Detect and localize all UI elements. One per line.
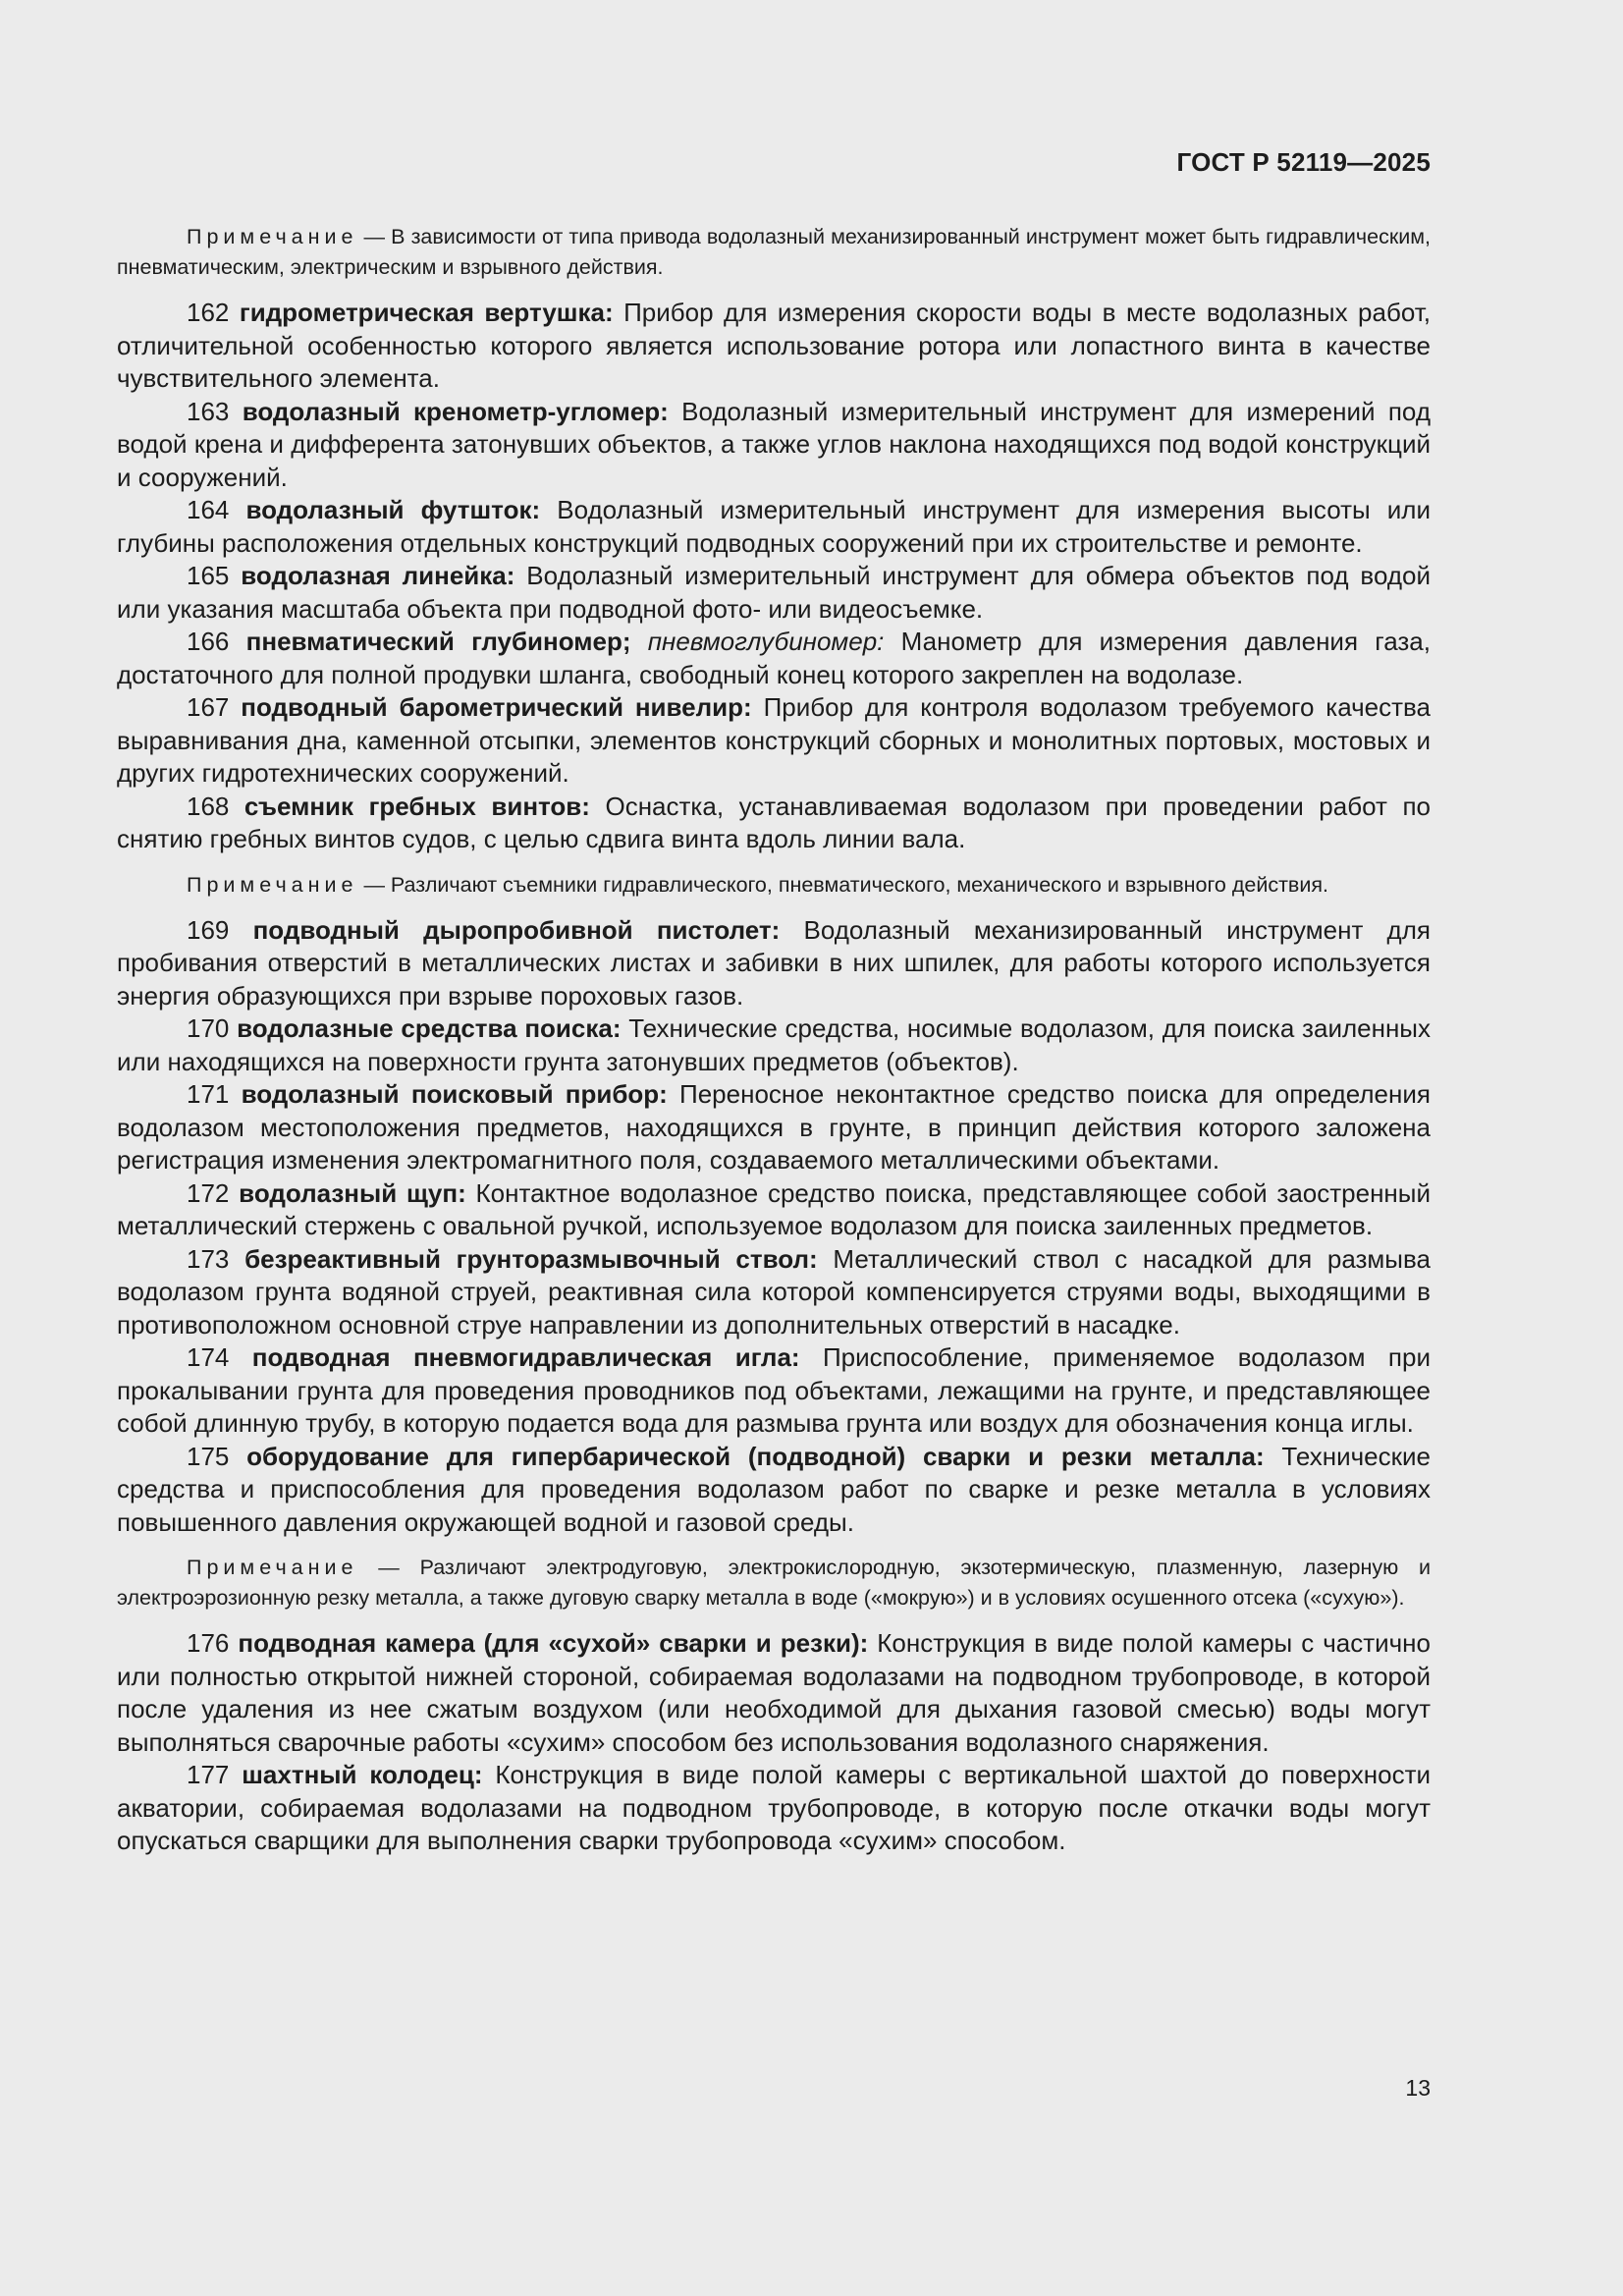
entry-175 (117, 1441, 1431, 1540)
entry-164 (117, 494, 1431, 560)
entry-term: водолазные средства поиска: (237, 1013, 622, 1043)
entry-term: водолазный футшток: (245, 495, 541, 524)
note-label: Примечание (187, 225, 358, 248)
entry-term: водолазный поисковый прибор: (241, 1079, 668, 1109)
entry-term: пневматический глубиномер; (245, 627, 631, 656)
entry-definition: Прибор для измерения скорости воды в месте водолазных работ, отличительной особенностью которого является использование ротора или лопастного винта в качестве чувствительного элемента. (117, 298, 1431, 393)
entry-term: водолазная линейка: (241, 561, 515, 590)
entry-definition: Технические средства и приспособления для проведения водолазом работ по сварке и резке металла в условиях повышенного давления окружающей водной и газовой среды. (117, 1441, 1431, 1537)
entry-172 (117, 1177, 1431, 1243)
standard-header: ГОСТ Р 52119—2025 (1176, 147, 1431, 177)
entry-definition: Оснастка, устанавливаемая водолазом при проведении работ по снятию гребных винтов судов, с целью сдвига винта вдоль линии вала. (117, 791, 1431, 853)
entry-162 (117, 297, 1431, 396)
entry-number: 164 (187, 495, 230, 524)
entry-170 (117, 1012, 1431, 1078)
entry-167 (117, 691, 1431, 791)
entry-definition: Конструкция в виде полой камеры с вертикальной шахтой до поверхности акватории, собираемая водолазами на подводном трубопроводе, в которую после откачки воды могут опускаться сварщики для выполнения сварки трубопровода «сухим» способом. (117, 1760, 1431, 1855)
entry-term: шахтный колодец: (242, 1760, 483, 1789)
entry-definition: Конструкция в виде полой камеры с частично или полностью открытой нижней стороной, собираемая водолазами на подводном трубопроводе, в которой после удаления из нее сжатым воздухом (или необходимой для дыхания газовой смесью) воды могут выполняться сварочные работы «сухим» способом без использования водолазного снаряжения. (117, 1628, 1431, 1757)
entry-number: 162 (187, 298, 230, 327)
entry-number: 165 (187, 561, 230, 590)
entry-number: 172 (187, 1177, 230, 1208)
note-1 (117, 222, 1431, 283)
note-label: Примечание (187, 872, 358, 897)
entry-169 (117, 914, 1431, 1013)
entry-165 (117, 560, 1431, 626)
entry-term: водолазный щуп: (239, 1177, 466, 1208)
entry-term: водолазный кренометр-угломер: (242, 396, 669, 426)
note-text: — В зависимости от типа привода водолазный механизированный инструмент может быть гидравлическим, пневматическим, электрическим и взрывного действия. (117, 225, 1431, 279)
entry-number: 168 (187, 791, 230, 821)
entry-definition: Водолазный механизированный инструмент для пробивания отверстий в металлических листах и забивки в них шпилек, для работы которого используется энергия образующихся при взрыве пороховых газов. (117, 914, 1431, 1011)
entry-number: 163 (187, 396, 230, 426)
entry-number: 170 (187, 1013, 230, 1043)
entry-177 (117, 1759, 1431, 1858)
entry-synonym: пневмоглубиномер: (647, 627, 885, 656)
entry-definition: Переносное неконтактное средство поиска для определения водолазом местоположения предметов, находящихся в грунте, в принцип действия которого заложена регистрация изменения электромагнитного поля, создаваемого металлическими объектами. (117, 1079, 1431, 1175)
entry-166 (117, 626, 1431, 691)
note-text: — Различают электродуговую, электрокислородную, экзотермическую, плазменную, лазерную и электроэрозионную резку металла, а также дуговую сварку металла в воде («мокрую») и в условиях осушенного отсека («сухую»). (117, 1556, 1432, 1610)
entry-definition: Металлический ствол с насадкой для размыва водолазом грунта водяной струей, реактивная сила которой компенсируется струями воды, выходящими в противоположном основной струе направлении из дополнительных отверстий в насадке. (117, 1243, 1431, 1339)
note-3 (117, 1553, 1431, 1613)
note-label: Примечание (187, 1556, 358, 1579)
entry-definition: Водолазный измерительный инструмент для измерения высоты или глубины расположения отдельных конструкций подводных сооружений при их строительстве и ремонте. (117, 495, 1431, 558)
entry-term: подводная камера (для «сухой» сварки и резки): (238, 1628, 869, 1658)
entry-number: 175 (187, 1441, 230, 1471)
entry-definition: Водолазный измерительный инструмент для измерений под водой крена и дифферента затонувших объектов, а также углов наклона находящихся под водой конструкций и сооружений. (117, 396, 1431, 492)
page-content (117, 222, 1431, 1858)
entry-term: гидрометрическая вертушка: (239, 298, 614, 327)
entry-term: подводный дыропробивной пистолет: (252, 914, 781, 945)
entry-definition: Контактное водолазное средство поиска, представляющее собой заостренный металлический стержень с овальной ручкой, используемое водолазом для поиска заиленных предметов. (117, 1177, 1432, 1240)
entry-definition: Прибор для контроля водолазом требуемого качества выравнивания дна, каменной отсыпки, элементов конструкций сборных и монолитных портовых, мостовых и других гидротехнических сооружений. (117, 692, 1432, 788)
entry-168 (117, 791, 1431, 856)
entry-number: 176 (187, 1628, 230, 1658)
entry-definition: Приспособление, применяемое водолазом при прокалывании грунта для проведения проводников под объектами, лежащими на грунте, и представляющее собой длинную трубу, в которую подается вода для размыва грунта или воздух для обозначения конца иглы. (117, 1342, 1431, 1438)
entry-number: 174 (187, 1342, 230, 1372)
entry-term: оборудование для гипербарической (подводной) сварки и резки металла: (246, 1441, 1265, 1471)
entry-term: безреактивный грунторазмывочный ствол: (244, 1243, 818, 1274)
page-number: 13 (1405, 2075, 1431, 2101)
entry-number: 166 (187, 627, 230, 656)
note-text: — Различают съемники гидравлического, пневматического, механического и взрывного действия. (363, 872, 1328, 897)
entry-163 (117, 396, 1431, 495)
entry-term: подводный барометрический нивелир: (241, 692, 752, 722)
entry-number: 173 (187, 1243, 230, 1274)
note-2 (117, 870, 1431, 901)
entry-171 (117, 1078, 1431, 1177)
entry-173 (117, 1243, 1431, 1342)
entry-definition: Водолазный измерительный инструмент для обмера объектов под водой или указания масштаба объекта при подводной фото- или видеосъемке. (117, 561, 1431, 624)
entry-term: съемник гребных винтов: (243, 791, 590, 821)
entry-term: подводная пневмогидравлическая игла: (251, 1342, 800, 1372)
entry-definition: Манометр для измерения давления газа, достаточного для полной продувки шланга, свободный конец которого закреплен на водолазе. (117, 627, 1431, 689)
entry-176 (117, 1627, 1431, 1759)
entry-definition: Технические средства, носимые водолазом, для поиска заиленных или находящихся на поверхности грунта затонувших предметов (объектов). (117, 1013, 1431, 1076)
entry-174 (117, 1341, 1431, 1441)
entry-number: 169 (187, 914, 230, 945)
entry-number: 177 (187, 1760, 230, 1789)
entry-number: 171 (187, 1079, 230, 1109)
entry-number: 167 (187, 692, 230, 722)
